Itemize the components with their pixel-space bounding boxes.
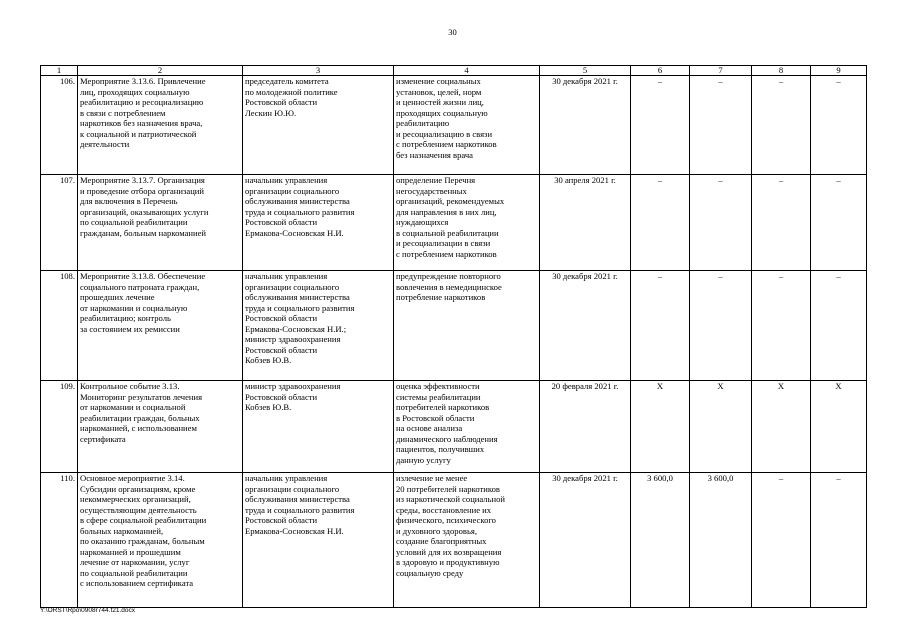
result-cell <box>394 271 540 381</box>
value-cell-9: – <box>811 271 867 381</box>
result-cell <box>394 381 540 473</box>
event-text: Мероприятие 3.13.8. Обеспечение социального патроната граждан, прошедших лечение от наркомании и социальную реабилитацию; контроль за состоянием их ремиссии <box>80 271 206 334</box>
result-cell <box>394 175 540 271</box>
value-cell-6: 3 600,0 <box>631 473 690 608</box>
result-cell <box>394 76 540 175</box>
plan-table <box>40 65 867 608</box>
date-cell: 30 апреля 2021 г. <box>540 175 631 271</box>
value-cell-8: Х <box>752 381 811 473</box>
responsible-cell <box>243 271 394 381</box>
table-row <box>41 473 867 608</box>
result-text: изменение социальных установок, целей, норм и ценностей жизни лиц, проходящих социальную реабилитацию и ресоциализацию в связи с потреблением наркотиков без назначения врача <box>396 76 497 160</box>
value-cell-6: – <box>631 76 690 175</box>
value-cell-8: – <box>752 76 811 175</box>
column-header: 7 <box>690 66 752 76</box>
row-number: 107. <box>41 175 78 271</box>
responsible-text: начальник управления организации социального обслуживания министерства труда и социального развития Ростовской области Ермакова-Сосновская Н.И. <box>245 473 355 536</box>
column-header: 8 <box>752 66 811 76</box>
event-cell <box>78 76 243 175</box>
responsible-cell <box>243 381 394 473</box>
page-number: 30 <box>448 27 457 37</box>
column-header: 5 <box>540 66 631 76</box>
date-cell: 30 декабря 2021 г. <box>540 473 631 608</box>
responsible-text: начальник управления организации социального обслуживания министерства труда и социального развития Ростовской области Ермакова-Сосновская Н.И. <box>245 175 355 238</box>
result-text: излечение не менее 20 потребителей наркотиков из наркотической социальной среды, восстановление их физического, психического и духовного здоровья, создание благоприятных условий для их возвращения в здоровую и продуктивную социальную среду <box>396 473 505 578</box>
value-cell-8: – <box>752 271 811 381</box>
table-row <box>41 175 867 271</box>
responsible-text: председатель комитета по молодежной политике Ростовской области Лескин Ю.Ю. <box>245 76 338 118</box>
column-number-header <box>41 66 867 76</box>
event-text: Мероприятие 3.13.7. Организация и проведение отбора организаций для включения в Перечень организаций, оказывающих услуги по социальной реабилитации гражданам, больным наркоманией <box>80 175 209 238</box>
event-cell <box>78 175 243 271</box>
column-header: 6 <box>631 66 690 76</box>
table-row <box>41 76 867 175</box>
column-header: 9 <box>811 66 867 76</box>
event-cell <box>78 381 243 473</box>
value-cell-9: – <box>811 175 867 271</box>
row-number: 110. <box>41 473 78 608</box>
column-header: 4 <box>394 66 540 76</box>
date-cell: 30 декабря 2021 г. <box>540 76 631 175</box>
row-number: 108. <box>41 271 78 381</box>
value-cell-7: – <box>690 76 752 175</box>
responsible-cell <box>243 76 394 175</box>
column-header: 3 <box>243 66 394 76</box>
responsible-text: министр здравоохранения Ростовской области Кобзев Ю.В. <box>245 381 341 412</box>
table-row <box>41 271 867 381</box>
row-number: 109. <box>41 381 78 473</box>
value-cell-8: – <box>752 473 811 608</box>
value-cell-6: – <box>631 175 690 271</box>
event-cell <box>78 473 243 608</box>
result-text: предупреждение повторного вовлечения в немедицинское потребление наркотиков <box>396 271 502 302</box>
value-cell-8: – <box>752 175 811 271</box>
date-cell: 30 декабря 2021 г. <box>540 271 631 381</box>
responsible-text: начальник управления организации социального обслуживания министерства труда и социального развития Ростовской области Ермакова-Сосновская Н.И.; министр здравоохранения Ростовской области Кобзев Ю.В. <box>245 271 355 365</box>
document-file-path: Y:\ORST\Rpo\0908r744.f21.docx <box>40 607 136 614</box>
event-text: Контрольное событие 3.13. Мониторинг результатов лечения от наркомании и социальной реабилитации граждан, больных наркоманией, с использованием сертификата <box>80 381 203 444</box>
responsible-cell <box>243 175 394 271</box>
value-cell-6: Х <box>631 381 690 473</box>
value-cell-6: – <box>631 271 690 381</box>
date-cell: 20 февраля 2021 г. <box>540 381 631 473</box>
value-cell-7: Х <box>690 381 752 473</box>
column-header: 1 <box>41 66 78 76</box>
column-header: 2 <box>78 66 243 76</box>
value-cell-7: – <box>690 271 752 381</box>
table-row <box>41 381 867 473</box>
event-text: Мероприятие 3.13.6. Привлечение лиц, проходящих социальную реабилитацию и ресоциализацию в связи с потреблением наркотиков без назначения врача, к социальной и патриотической деятельности <box>80 76 206 149</box>
value-cell-9: Х <box>811 381 867 473</box>
result-cell <box>394 473 540 608</box>
result-text: оценка эффективности системы реабилитации потребителей наркотиков в Ростовской области на основе анализа динамического наблюдения пациентов, получивших данную услугу <box>396 381 498 465</box>
value-cell-7: 3 600,0 <box>690 473 752 608</box>
responsible-cell <box>243 473 394 608</box>
result-text: определение Перечня негосударственных организаций, рекомендуемых для направления в них лиц, нуждающихся в социальной реабилитации и ресоциализации в связи с потреблением наркотиков <box>396 175 505 259</box>
event-text: Основное мероприятие 3.14. Субсидии организациям, кроме некоммерческих организаций, осуществляющим деятельность в сфере социальной реабилитации больных наркоманией, по оказанию гражданам, больным наркоманией и прошедшим лечение от наркомании, услуг по социальной реабилитации с использованием сертификата <box>80 473 207 588</box>
value-cell-9: – <box>811 76 867 175</box>
row-number: 106. <box>41 76 78 175</box>
value-cell-9: – <box>811 473 867 608</box>
value-cell-7: – <box>690 175 752 271</box>
event-cell <box>78 271 243 381</box>
